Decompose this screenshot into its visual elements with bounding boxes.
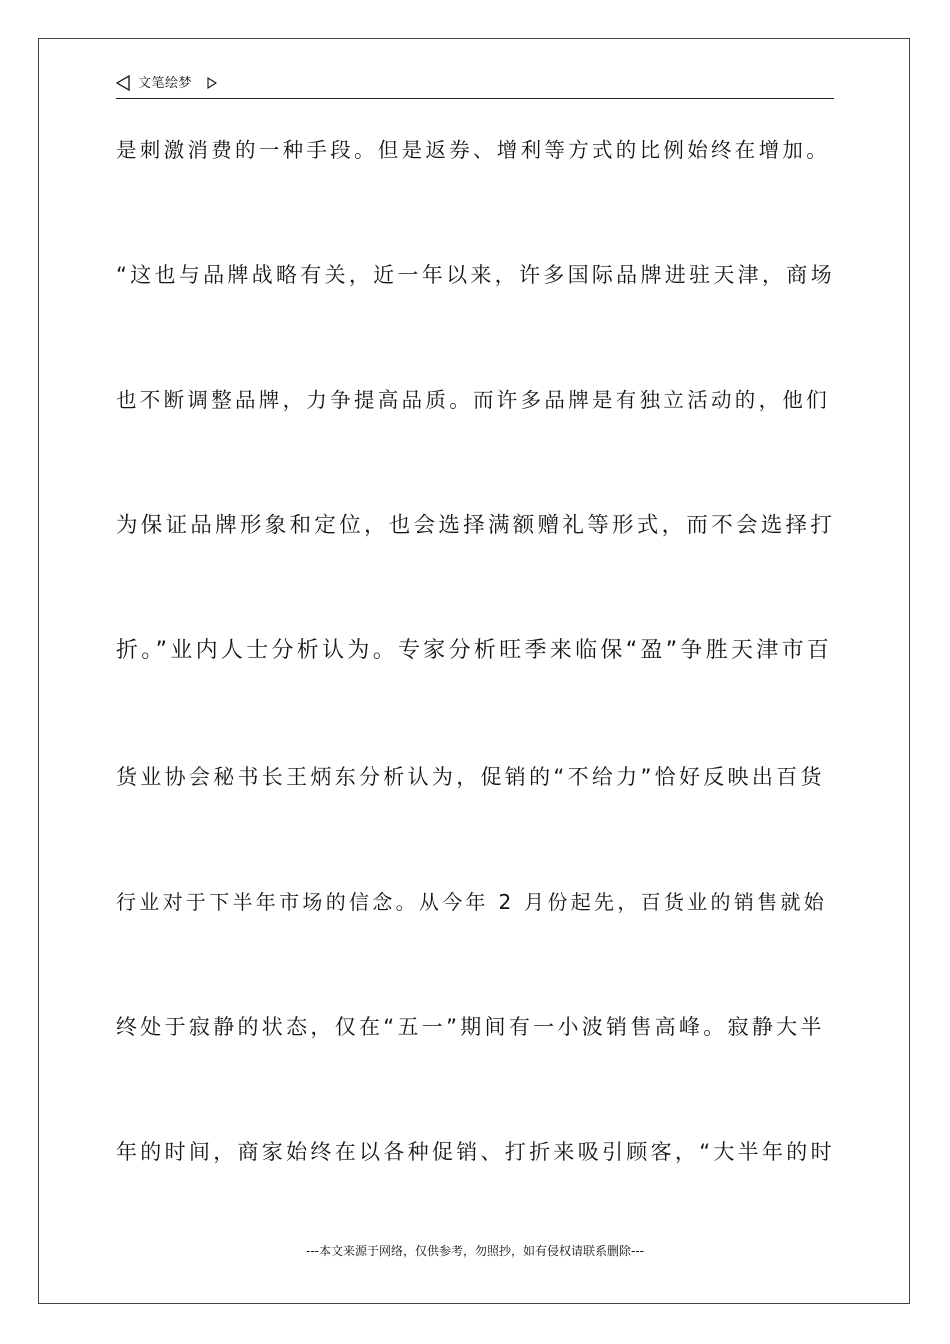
text-line: 为保证品牌形象和定位，也会选择满额赠礼等形式，而不会选择打 <box>116 513 836 538</box>
text-line: 年的时间，商家始终在以各种促销、打折来吸引顾客，“大半年的时 <box>116 1140 835 1164</box>
triangle-right-icon <box>207 77 217 89</box>
page-footer: ---本文来源于网络，仅供参考，勿照抄，如有侵权请联系删除--- <box>306 1244 644 1258</box>
text-line: 也不断调整品牌，力争提高品质。而许多品牌是有独立活动的，他们 <box>116 388 830 412</box>
text-line: 行业对于下半年市场的信念。从今年 2 月份起先，百货业的销售就始 <box>116 890 828 914</box>
text-line: 货业协会秘书长王炳东分析认为，促销的“不给力”恰好反映出百货 <box>116 765 825 789</box>
text-line: 终处于寂静的状态，仅在“五一”期间有一小波销售高峰。寂静大半 <box>116 1015 825 1039</box>
page-header <box>116 74 834 99</box>
text-line: 是刺激消费的一种手段。但是返券、增利等方式的比例始终在增加。 <box>116 138 830 162</box>
page-frame <box>38 38 910 1304</box>
text-line: 折。”业内人士分析认为。专家分析旺季来临保“盈”争胜天津市百 <box>116 638 833 663</box>
triangle-left-icon <box>116 75 130 91</box>
header-title: 文笔绘梦 <box>138 76 193 91</box>
text-line: “这也与品牌战略有关，近一年以来，许多国际品牌进驻天津，商场 <box>116 263 835 287</box>
